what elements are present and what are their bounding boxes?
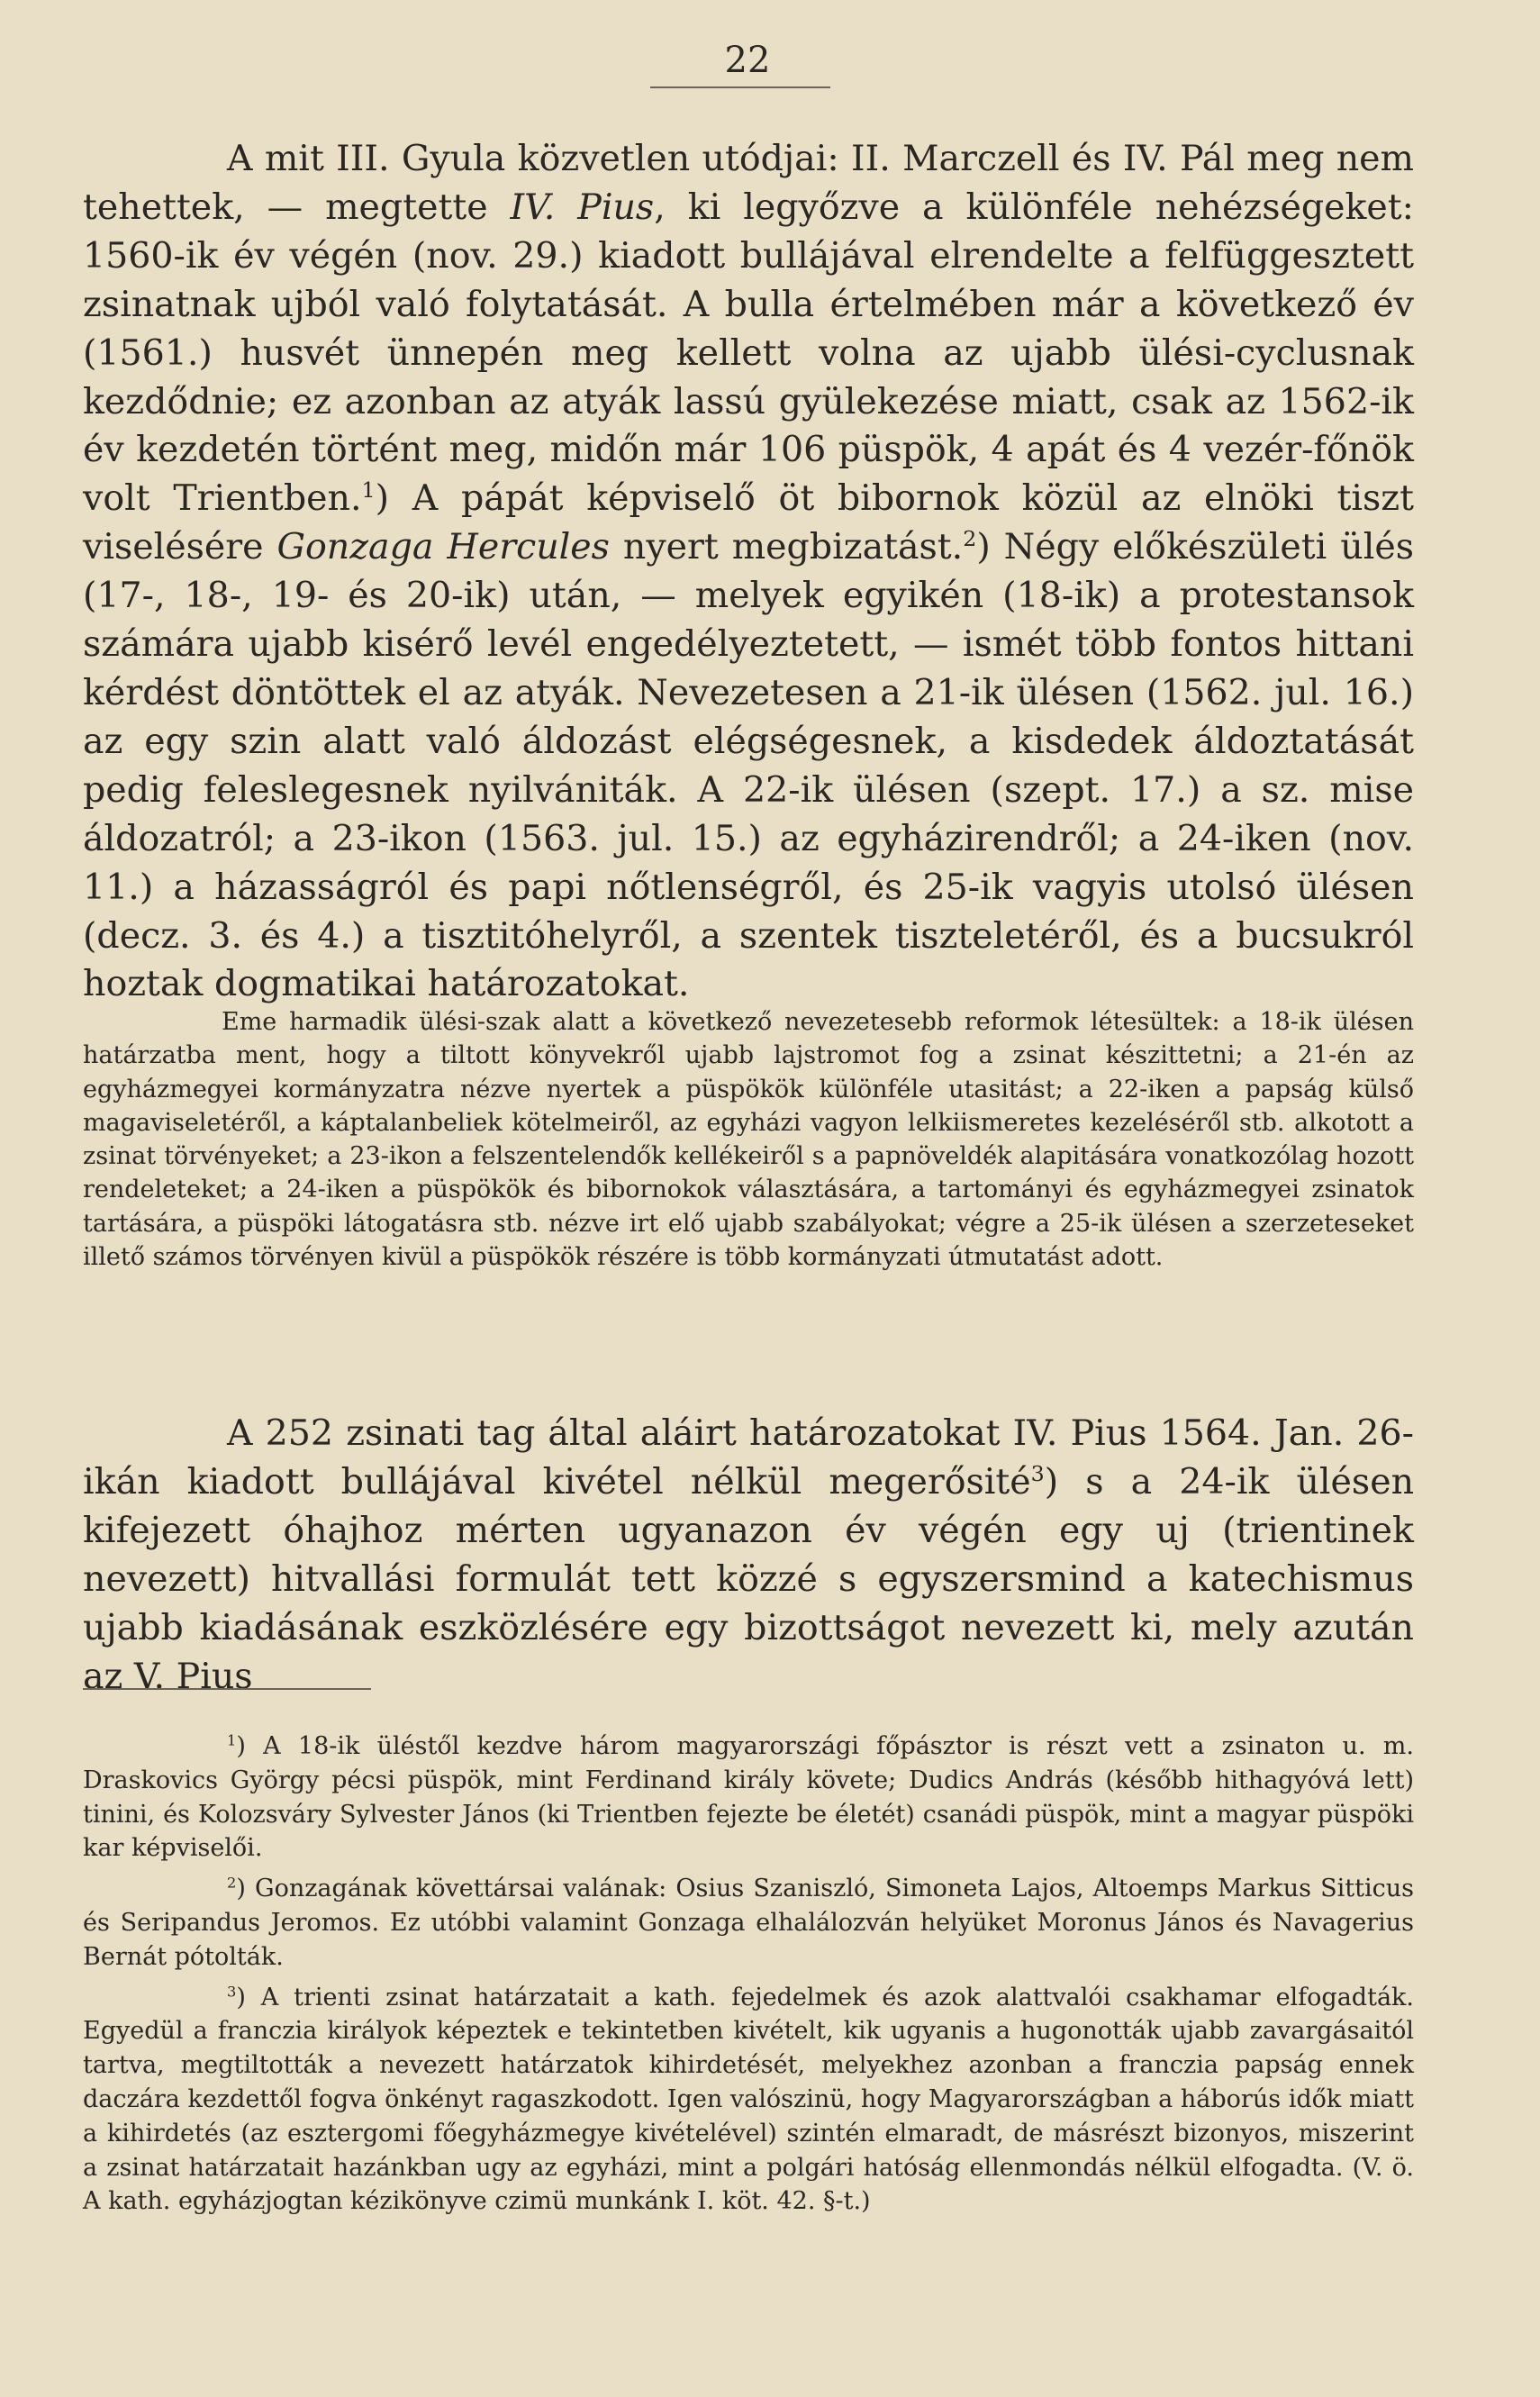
small-paragraph-text: Eme harmadik ülési-szak alatt a következő nevezetesebb reformok létesültek: a 18-ik ülésen határzatba ment, hogy a tiltott könyvekről ujabb lajstromot fog a zsinat készittetni; a 21-én az egyházmegyei kormányzatra nézve nyertek a püspökök különféle utasitást; a 22-iken a papság külső magaviseletéről, a káptalanbeliek kötelmeiről, az egyházi vagyon lelkiismeretes kezeléséről stb. alkotott a zsinat törvényeket; a 23-ikon a felszentelendők kellékeiről s a papnöveldék alapitására vonatkozólag hozott rendeleteket; a 24-iken a püspökök és bibornokok választására, a tartományi és egyházmegyei zsinatok tartására, a püspöki látogatásra stb. nézve irt elő ujabb szabályokat; végre a 25-ik ülésen a szerzeteseket illető számos törvényen kivül a püspökök részére is több kormányzati útmutatást adott. [83, 1008, 1414, 1272]
main-paragraph-2 [83, 1410, 1414, 1701]
footnote-ref-3: 3 [1030, 1460, 1045, 1486]
text-run: ) Négy előkészületi ülés (17-, 18-, 19- és 20-ik) után, — melyek egyikén (18-ik) a protestansok számára ujabb kisérő levél engedélyeztetett, — ismét több fontos hittani kérdést döntöttek el az atyák. Nevezetesen a 21-ik ülésen (1562. jul. 16.) az egy szin alatt való áldozást elégségesnek, a kisdedek áldoztatását pedig feleslegesnek nyilvániták. A 22-ik ülésen (szept. 17.) a sz. mise áldozatról; a 23-ikon (1563. jul. 15.) az egyházirendről; a 24-iken (nov. 11.) a házasságról és papi nőtlenségről, és 25-ik vagyis utolsó ülésen (decz. 3. és 4.) a tisztitóhelyről, a szentek tiszteletéről, és a bucsukról hoztak dogmatikai határozatokat. [83, 526, 1414, 1005]
text-run: nyert megbizatást. [609, 526, 964, 568]
footnote-1 [83, 1730, 1414, 1866]
footnote-ref-1: 1 [361, 477, 376, 504]
footnote-ref-2: 2 [963, 526, 977, 552]
footnote-marker: 1 [227, 1731, 237, 1749]
text-run: , ki legyőzve a különféle nehézségeket: 1560-ik év végén (nov. 29.) kiadott bullájával elrendelte a felfüggesztett zsinatnak ujból való folytatását. A bulla értelmében már a következő év (1561.) husvét ünnepén meg kellett volna az ujabb ülési-cyclusnak kezdődnie; ez azonban az atyák lassú gyülekezése miatt, csak az 1562-ik év kezdetén történt meg, midőn már 106 püspök, 4 apát és 4 vezér-főnök volt Trientben. [83, 186, 1414, 520]
main-paragraph-1 [83, 135, 1414, 1009]
page-number: 22 [724, 40, 771, 81]
text-run: ) s a 24-ik ülésen kifejezett óhajhoz mérten ugyanazon év végén egy uj (trientinek nevezett) hitvallási formulát tett közzé s egyszersmind a katechismus ujabb kiadásának eszközlésére egy bizottságot nevezett ki, mely azután az V. Pius [83, 1460, 1415, 1697]
footnotes [83, 1730, 1414, 2225]
footnote-text: ) A trienti zsinat határzatait a kath. fejedelmek és azok alattvalói csakhamar elfogadták. Egyedül a franczia királyok képeztek e tekintetben kivételt, kik ugyanis a hugonották ujabb zavargásaitól tartva, megtiltották a nevezett határzatok kihirdetését, melyekhez azonban a franczia papság ennek daczára kezdettől fogva önkényt ragaszkodott. Igen valószinü, hogy Magyarországban a háborús idők miatt a kihirdetés (az esztergomi főegyházmegye kivételével) szintén elmaradt, de másrészt bizonyos, miszerint a zsinat határzatait hazánkban ugy az egyházi, mint a polgári hatóság ellenmondás nélkül elfogadta. (V. ö. A kath. egyházjogtan kézikönyve czimü munkánk I. köt. 42. §-t.) [83, 1983, 1414, 2216]
footnote-3 [83, 1981, 1414, 2220]
footnote-text: ) Gonzagának követtársai valának: Osius Szaniszló, Simoneta Lajos, Altoemps Markus Sitticus és Seripandus Jeromos. Ez utóbbi valamint Gonzaga elhalálozván helyüket Moronus János és Navagerius Bernát pótolták. [83, 1875, 1414, 1971]
emphasis-gonzaga: Gonzaga Hercules [276, 526, 610, 568]
footnote-marker: 3 [227, 1982, 237, 2000]
footnote-marker: 2 [227, 1874, 237, 1892]
footnote-rule [83, 1688, 371, 1690]
footnote-2 [83, 1872, 1414, 1974]
header-rule [650, 86, 830, 88]
footnote-text: ) A 18-ik üléstől kezdve három magyarországi főpásztor is részt vett a zsinaton u. m. Draskovics György pécsi püspök, mint Ferdinand király követe; Dudics András (később hithagyóvá lett) tinini, és Kolozsváry Sylvester János (ki Trientben fejezte be életét) csanádi püspök, mint a magyar püspöki kar képviselői. [83, 1732, 1414, 1863]
text-run: A mit III. Gyula közvetlen utódjai: II. Marczell és IV. Pál meg nem tehettek, — megtette [83, 138, 1414, 228]
text-run: ) A pápát képviselő öt bibornok közül az elnöki tiszt viselésére [83, 477, 1414, 568]
emphasis-pius: IV. Pius [510, 186, 655, 228]
text-run: A 252 zsinati tag által aláirt határozatokat IV. Pius 1564. Jan. 26-ikán kiadott bullájával kivétel nélkül megerősité [83, 1412, 1414, 1503]
small-print-paragraph [83, 1005, 1414, 1274]
